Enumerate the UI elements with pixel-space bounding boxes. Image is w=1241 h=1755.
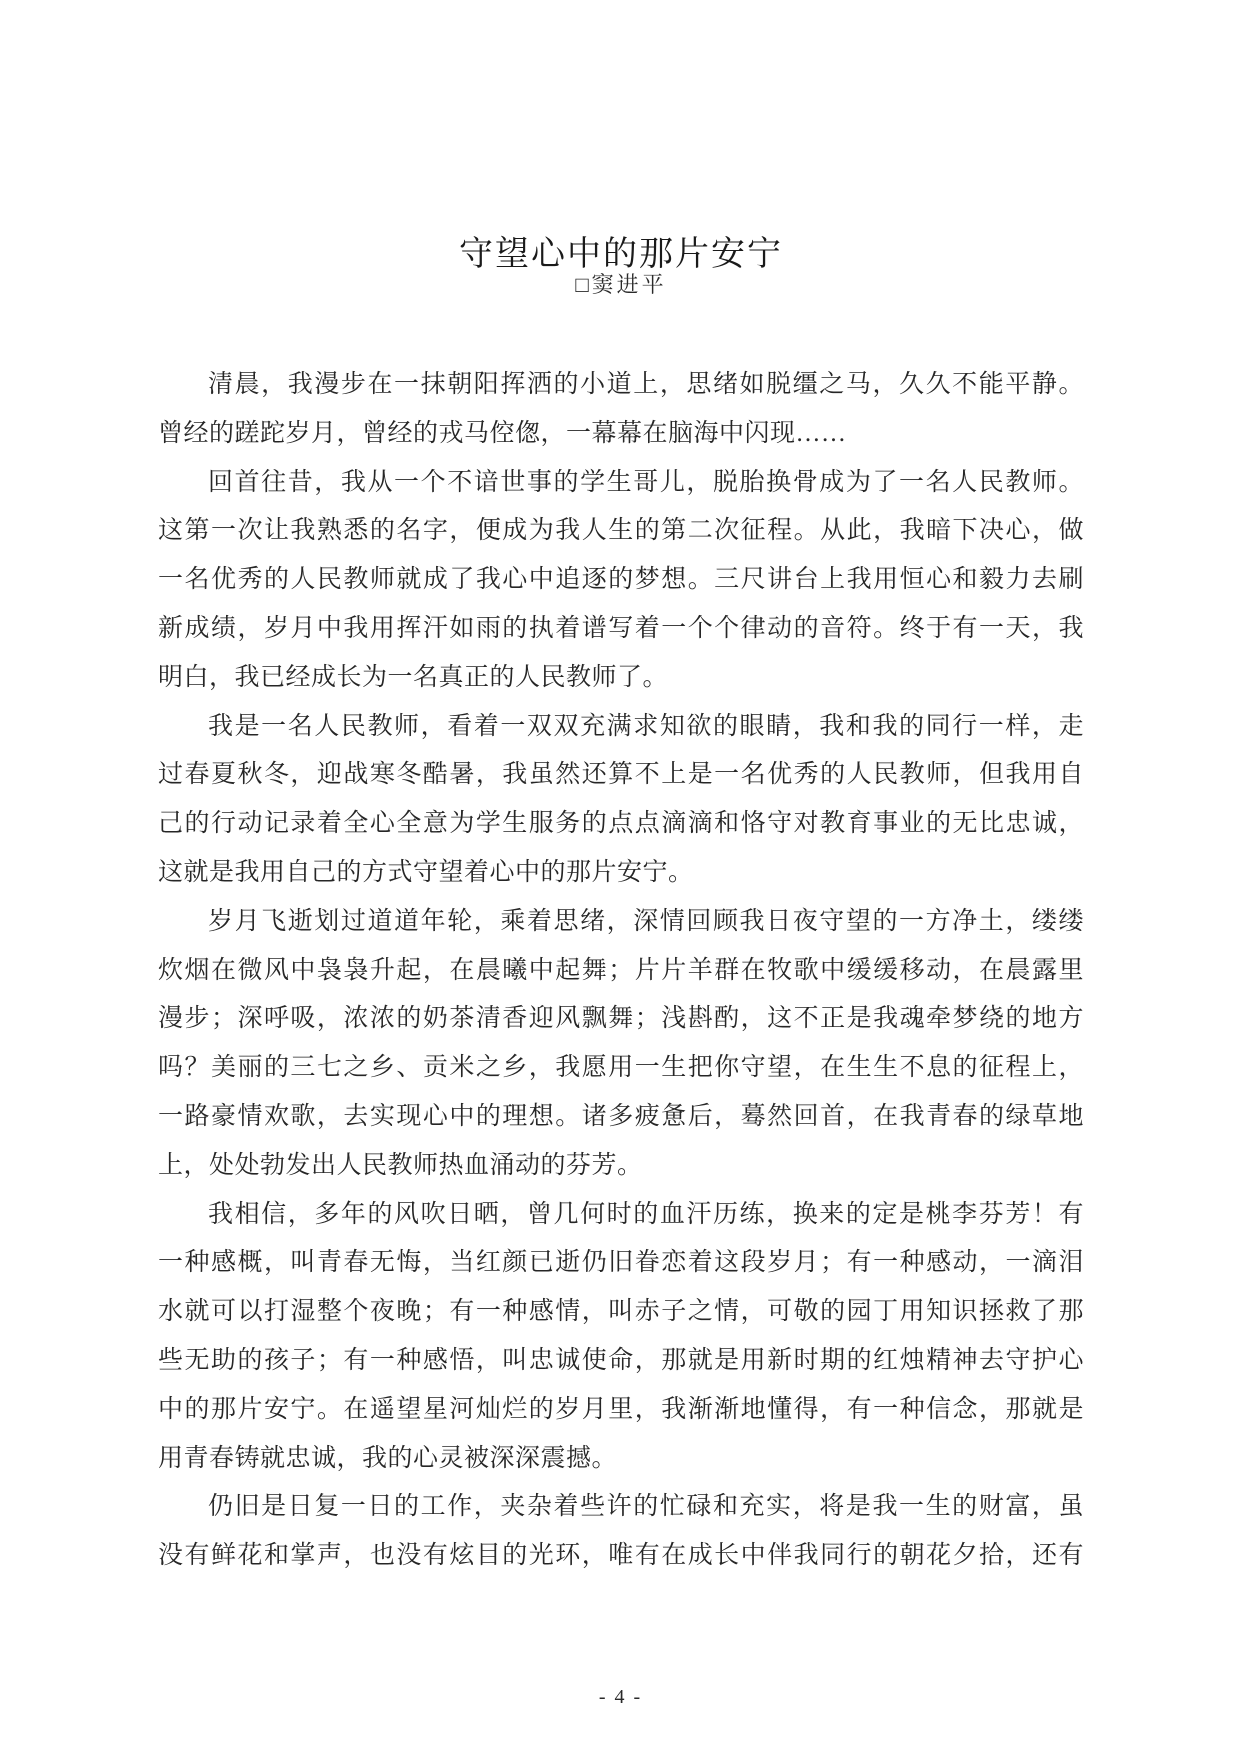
body-text-line: 己的行动记录着全心全意为学生服务的点点滴滴和恪守对教育事业的无比忠诚， (158, 810, 1084, 838)
body-text-line: 岁月飞逝划过道道年轮，乘着思绪，深情回顾我日夜守望的一方净土，缕缕 (208, 907, 1084, 935)
body-text-line: 过春夏秋冬，迎战寒冬酷暑，我虽然还算不上是一名优秀的人民教师，但我用自 (158, 761, 1084, 789)
body-text-line: 用青春铸就忠诚，我的心灵被深深震撼。 (158, 1444, 618, 1472)
body-text-line: 没有鲜花和掌声，也没有炫目的光环，唯有在成长中伴我同行的朝花夕拾，还有 (158, 1542, 1084, 1570)
body-text-line: 水就可以打湿整个夜晚；有一种感情，叫赤子之情，可敬的园丁用知识拯救了那 (158, 1298, 1084, 1326)
body-text-line: 一种感概，叫青春无悔，当红颜已逝仍旧眷恋着这段岁月；有一种感动，一滴泪 (158, 1249, 1084, 1277)
document-title: 守望心中的那片安宁 (459, 235, 783, 273)
body-text-line: 回首往昔，我从一个不谙世事的学生哥儿，脱胎换骨成为了一名人民教师。 (208, 468, 1084, 496)
body-text-line: 上，处处勃发出人民教师热血涌动的芬芳。 (158, 1151, 643, 1179)
body-text-line: 新成绩，岁月中我用挥汗如雨的执着谱写着一个个律动的音符。终于有一天，我 (158, 614, 1084, 642)
body-text-line: 我是一名人民教师，看着一双双充满求知欲的眼睛，我和我的同行一样，走 (208, 712, 1084, 740)
article-body (158, 361, 1084, 1581)
body-text-line: 这第一次让我熟悉的名字，便成为我人生的第二次征程。从此，我暗下决心，做 (158, 517, 1084, 545)
body-text-line: 这就是我用自己的方式守望着心中的那片安宁。 (158, 858, 694, 886)
body-text-line: 漫步；深呼吸，浓浓的奶茶清香迎风飘舞；浅斟酌，这不正是我魂牵梦绕的地方 (158, 1005, 1084, 1033)
body-text-line: 一路豪情欢歌，去实现心中的理想。诸多疲惫后，蓦然回首，在我青春的绿草地 (158, 1102, 1084, 1130)
author-byline: □窦进平 (575, 272, 667, 297)
body-text-line: 清晨，我漫步在一抹朝阳挥洒的小道上，思绪如脱缰之马，久久不能平静。 (208, 371, 1084, 398)
body-text-line: 明白，我已经成长为一名真正的人民教师了。 (158, 663, 669, 691)
body-text-line: 吗？美丽的三七之乡、贡米之乡，我愿用一生把你守望，在生生不息的征程上， (158, 1054, 1084, 1082)
body-text-line: 些无助的孩子；有一种感悟，叫忠诚使命，那就是用新时期的红烛精神去守护心 (158, 1346, 1084, 1374)
body-text-line: 曾经的蹉跎岁月，曾经的戎马倥偬，一幕幕在脑海中闪现…… (158, 419, 847, 447)
body-text-line: 炊烟在微风中袅袅升起，在晨曦中起舞；片片羊群在牧歌中缓缓移动，在晨露里 (158, 956, 1084, 984)
body-text-line: 中的那片安宁。在遥望星河灿烂的岁月里，我渐渐地懂得，有一种信念，那就是 (158, 1395, 1084, 1423)
body-text-line: 我相信，多年的风吹日晒，曾几何时的血汗历练，换来的定是桃李芬芳！有 (208, 1200, 1084, 1228)
body-text-line: 一名优秀的人民教师就成了我心中追逐的梦想。三尺讲台上我用恒心和毅力去刷 (158, 566, 1084, 594)
page-number: - 4 - (598, 1686, 643, 1708)
body-text-line: 仍旧是日复一日的工作，夹杂着些许的忙碌和充实，将是我一生的财富，虽 (208, 1493, 1084, 1521)
